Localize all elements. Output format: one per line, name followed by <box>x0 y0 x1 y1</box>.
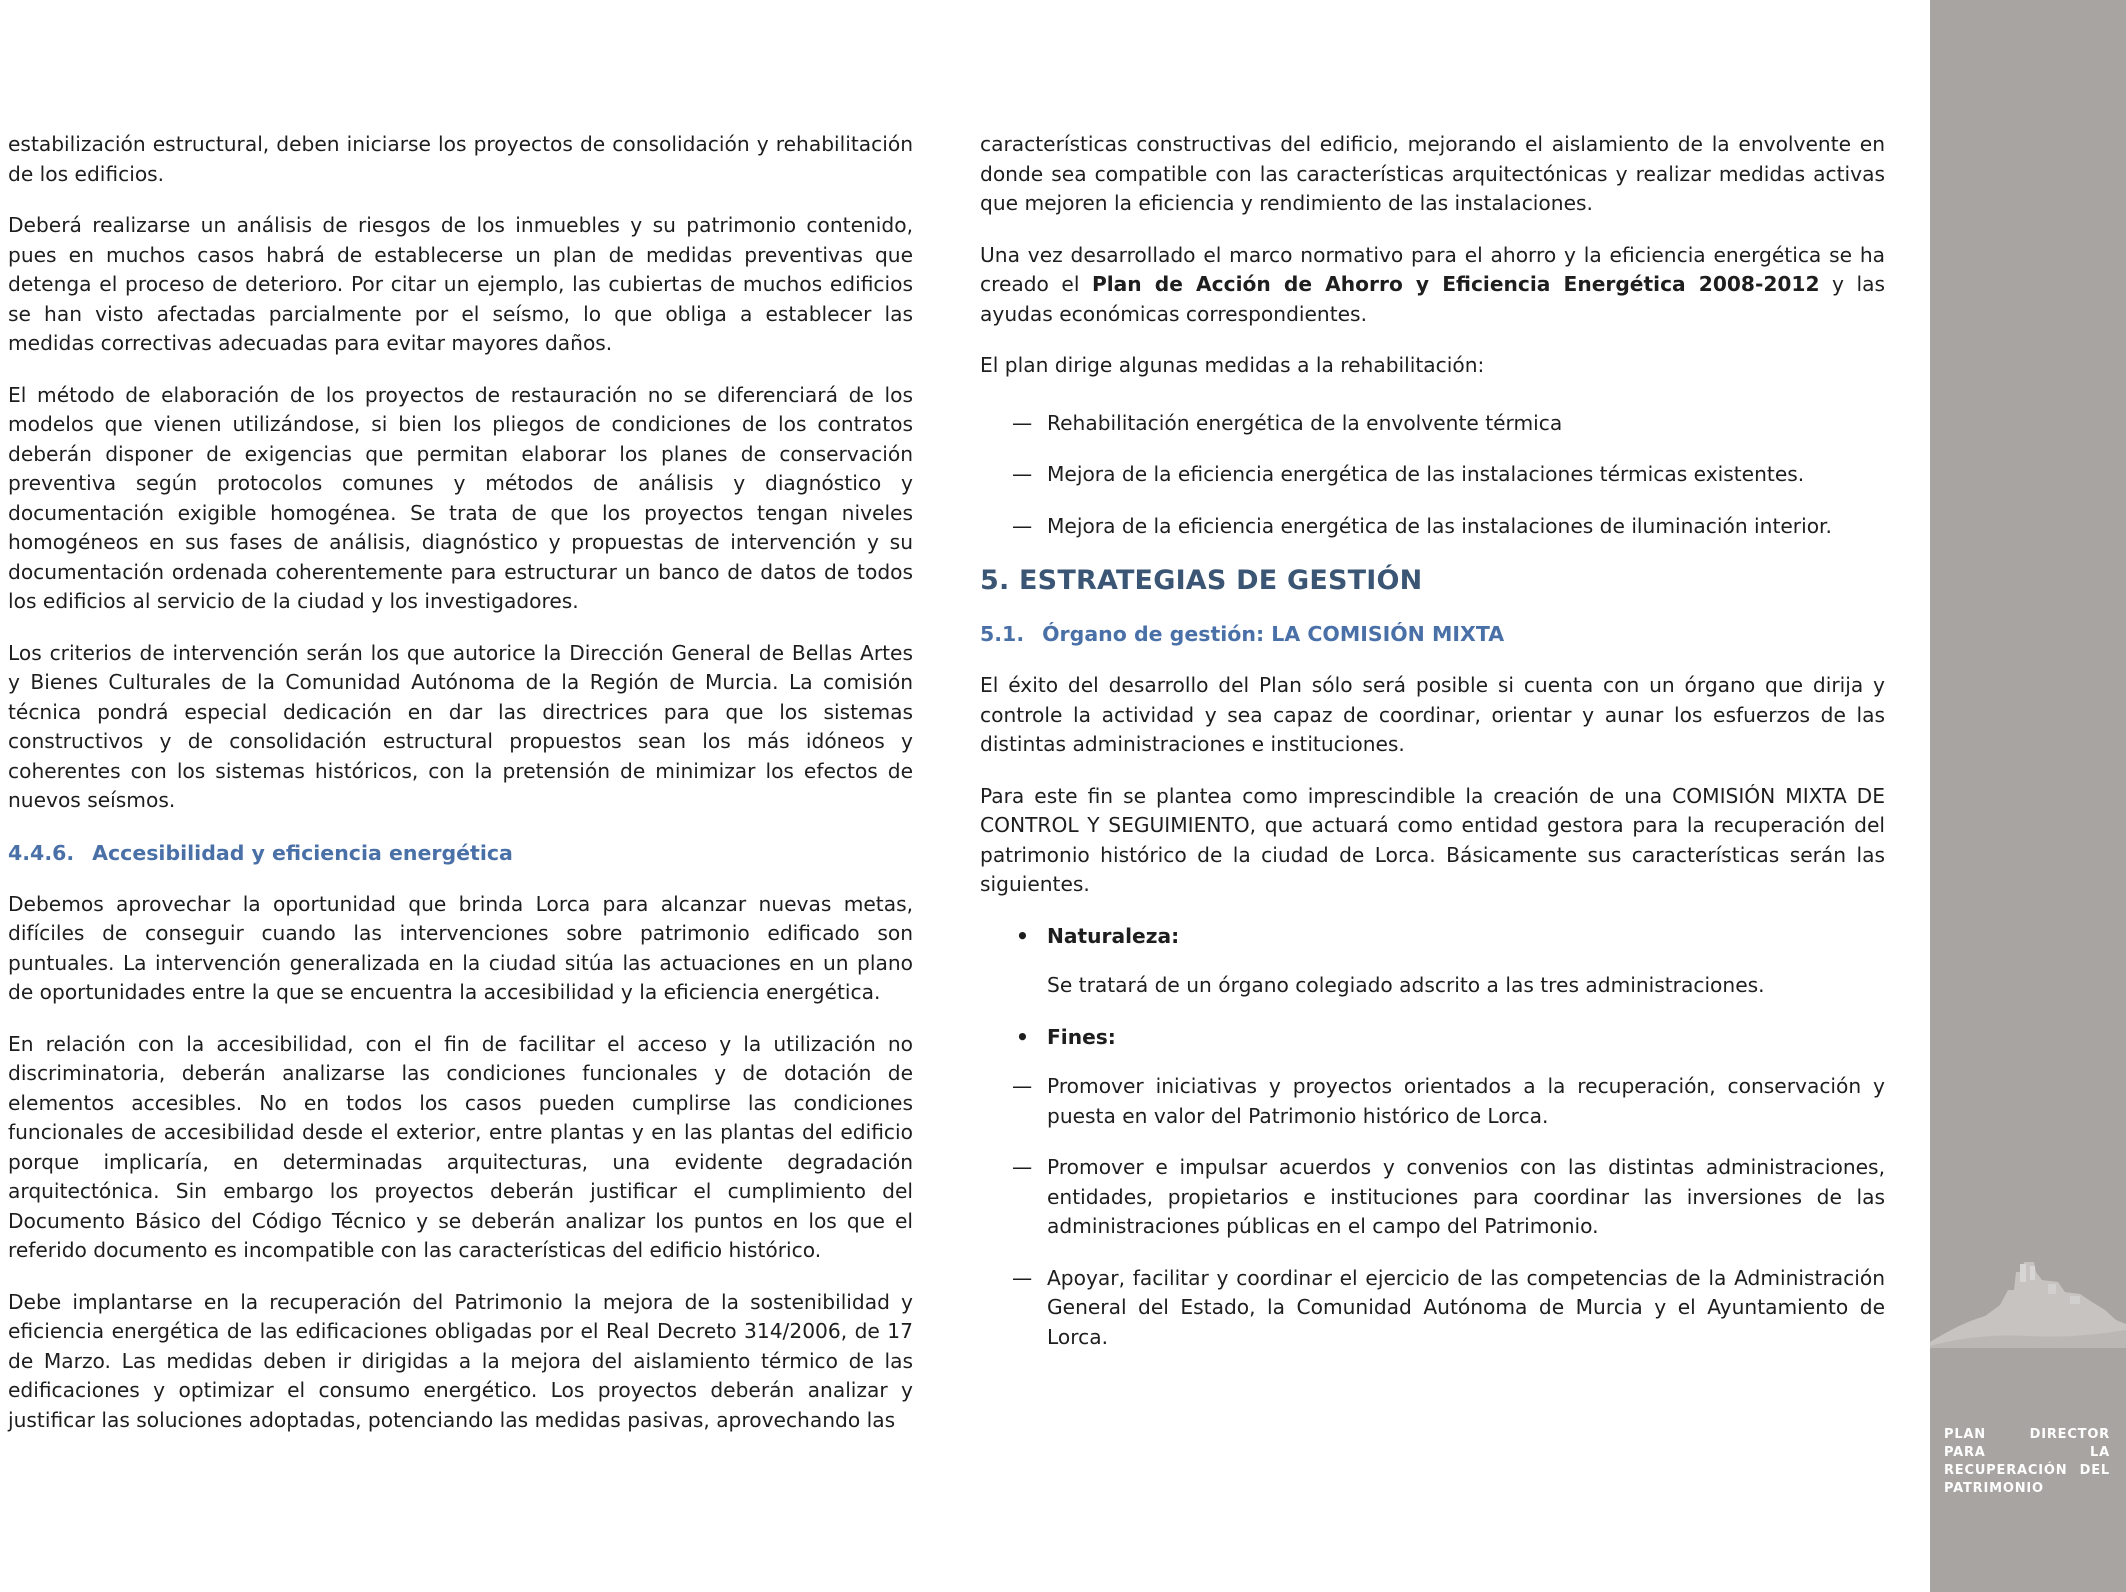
subsection-title: Accesibilidad y eficiencia energética <box>92 840 513 865</box>
dash-marker: — <box>1012 1155 1033 1179</box>
paragraph: El éxito del desarrollo del Plan sólo será posible si cuenta con un órgano que dirija y controle la actividad y sea capaz de coordinar, orientar y aunar los esfuerzos de las distintas administraciones e instituciones. <box>980 673 1885 756</box>
subsection-number: 4.4.6. <box>8 840 75 865</box>
paragraph: Deberá realizarse un análisis de riesgos de los inmuebles y su patrimonio contenido, pues en muchos casos habrá de establecerse un plan de medidas preventivas que detenga el proceso de deterioro. Por citar un ejemplo, las cubiertas de muchos edificios se han visto afectadas parcialmente por el seísmo, lo que obliga a establecer las medidas correctivas adecuadas para evitar mayores daños. <box>8 213 913 355</box>
fines-text: Promover iniciativas y proyectos orientados a la recuperación, conservación y puesta en valor del Patrimonio histórico de Lorca. <box>1047 1074 1885 1128</box>
bullet-item-naturaleza <box>980 922 1885 952</box>
subsection-heading-accesibilidad <box>8 838 913 868</box>
measure-item <box>980 460 1885 490</box>
subsection-heading-organo <box>980 619 1885 649</box>
bullet-marker: • <box>1016 1024 1029 1049</box>
paragraph-plan-accion <box>980 241 1885 330</box>
measure-item <box>980 512 1885 542</box>
castle-hill-icon <box>1930 1250 2126 1380</box>
bullet-item-fines <box>980 1023 1885 1053</box>
fines-item <box>980 1153 1885 1242</box>
paragraph: En relación con la accesibilidad, con el fin de facilitar el acceso y la utilización no discriminatoria, deberán analizarse las condiciones funcionales y de dotación de elementos accesibles. No en todos los casos pueden cumplirse las condiciones funcionales de accesibilidad desde el exterior, entre plantas y en las plantas del edificio porque implicaría, en determinadas arquitecturas, una evidente degradación arquitectónica. Sin embargo los proyectos deberán justificar el cumplimiento del Documento Básico del Código Técnico y se deberán analizar los puntos en los que el referido documento es incompatible con las características del edificio histórico. <box>8 1031 913 1262</box>
text-run: y las ayudas económicas correspondientes. <box>980 272 1885 326</box>
fines-text: Promover e impulsar acuerdos y convenios con las distintas administraciones, entidades, propietarios e instituciones para coordinar las inversiones de las administraciones públicas en el campo del Patrimonio. <box>1047 1155 1885 1238</box>
sidebar-title: PLAN DIRECTOR PARA LA RECUPERACIÓN DEL PATRIMONIO <box>1944 1427 2110 1496</box>
fines-text: Apoyar, facilitar y coordinar el ejercicio de las competencias de la Administración General del Estado, la Comunidad Autónoma de Murcia y el Ayuntamiento de Lorca. <box>1047 1265 1885 1349</box>
bullet-marker: • <box>1016 923 1029 948</box>
dash-marker: — <box>1012 1074 1033 1098</box>
dash-marker: — <box>1012 462 1033 486</box>
dash-marker: — <box>1012 1265 1033 1290</box>
right-column <box>980 130 1885 1374</box>
section-heading-estrategias: 5. ESTRATEGIAS DE GESTIÓN <box>980 565 1423 596</box>
bullet-label: Fines: <box>1047 1024 1116 1049</box>
paragraph: El plan dirige algunas medidas a la rehabilitación: <box>980 353 1485 377</box>
subsection-title: Órgano de gestión: LA COMISIÓN MIXTA <box>1042 622 1505 646</box>
measure-text: Mejora de la eficiencia energética de las instalaciones térmicas existentes. <box>1047 462 1805 486</box>
left-column <box>8 130 913 1457</box>
paragraph: Para este fin se plantea como imprescindible la creación de una COMISIÓN MIXTA DE CONTROL Y SEGUIMIENTO, que actuará como entidad gestora para la recuperación del patrimonio histórico de la ciudad de Lorca. Básicamente sus características serán las siguientes. <box>980 783 1885 896</box>
naturaleza-text: Se tratará de un órgano colegiado adscrito a las tres administraciones. <box>1047 973 1765 997</box>
paragraph: Los criterios de intervención serán los que autorice la Dirección General de Bellas Artes y Bienes Culturales de la Comunidad Autónoma de la Región de Murcia. La comisión técnica pondrá especial dedicación en dar las directrices para que los sistemas constructivos y de consolidación estructural propuestos sean los más idóneos y coherentes con los sistemas históricos, con la pretensión de minimizar los efectos de nuevos seísmos. <box>8 640 913 812</box>
sidebar-band <box>1930 0 2126 1592</box>
measure-text: Mejora de la eficiencia energética de las instalaciones de iluminación interior. <box>1047 513 1832 538</box>
text-run: Una vez desarrollado el marco normativo para el ahorro y la eficiencia energética se ha creado el <box>980 242 1885 296</box>
fines-item <box>980 1264 1885 1353</box>
bullet-label: Naturaleza: <box>1047 923 1180 948</box>
paragraph: estabilización estructural, deben iniciarse los proyectos de consolidación y rehabilitación de los edificios. <box>8 132 913 186</box>
subsection-number: 5.1. <box>980 622 1025 646</box>
paragraph: características constructivas del edificio, mejorando el aislamiento de la envolvente en donde sea compatible con las características arquitectónicas y realizar medidas activas que mejoren la eficiencia y rendimiento de las instalaciones. <box>980 132 1885 215</box>
paragraph: El método de elaboración de los proyectos de restauración no se diferenciará de los modelos que vienen utilizándose, si bien los pliegos de condiciones de los contratos deberán disponer de exigencias que permitan elaborar los planes de conservación preventiva según protocolos comunes y métodos de análisis y diagnóstico y documentación exigible homogénea. Se trata de que los proyectos tengan niveles homogéneos en sus fases de análisis, diagnóstico y propuestas de intervención y su documentación ordenada coherentemente para estructurar un banco de datos de todos los edificios al servicio de la ciudad y los investigadores. <box>8 382 913 613</box>
paragraph: Debemos aprovechar la oportunidad que brinda Lorca para alcanzar nuevas metas, difíciles de conseguir cuando las intervenciones sobre patrimonio edificado son puntuales. La intervención generalizada en la ciudad sitúa las actuaciones en un plano de oportunidades entre la que se encuentra la accesibilidad y la eficiencia energética. <box>8 891 913 1004</box>
dash-marker: — <box>1012 410 1033 435</box>
measure-text: Rehabilitación energética de la envolvente térmica <box>1047 410 1563 435</box>
plan-name-bold: Plan de Acción de Ahorro y Eficiencia Energética 2008-2012 <box>1091 272 1820 296</box>
paragraph: Debe implantarse en la recuperación del Patrimonio la mejora de la sostenibilidad y eficiencia energética de las edificaciones obligadas por el Real Decreto 314/2006, de 17 de Marzo. Las medidas deben ir dirigidas a la mejora del aislamiento térmico de las edificaciones y optimizar el consumo energético. Los proyectos deberán analizar y justificar las soluciones adoptadas, potenciando las medidas pasivas, aprovechando las <box>8 1289 913 1432</box>
dash-marker: — <box>1012 513 1033 538</box>
fines-item <box>980 1072 1885 1131</box>
measure-item <box>980 409 1885 439</box>
